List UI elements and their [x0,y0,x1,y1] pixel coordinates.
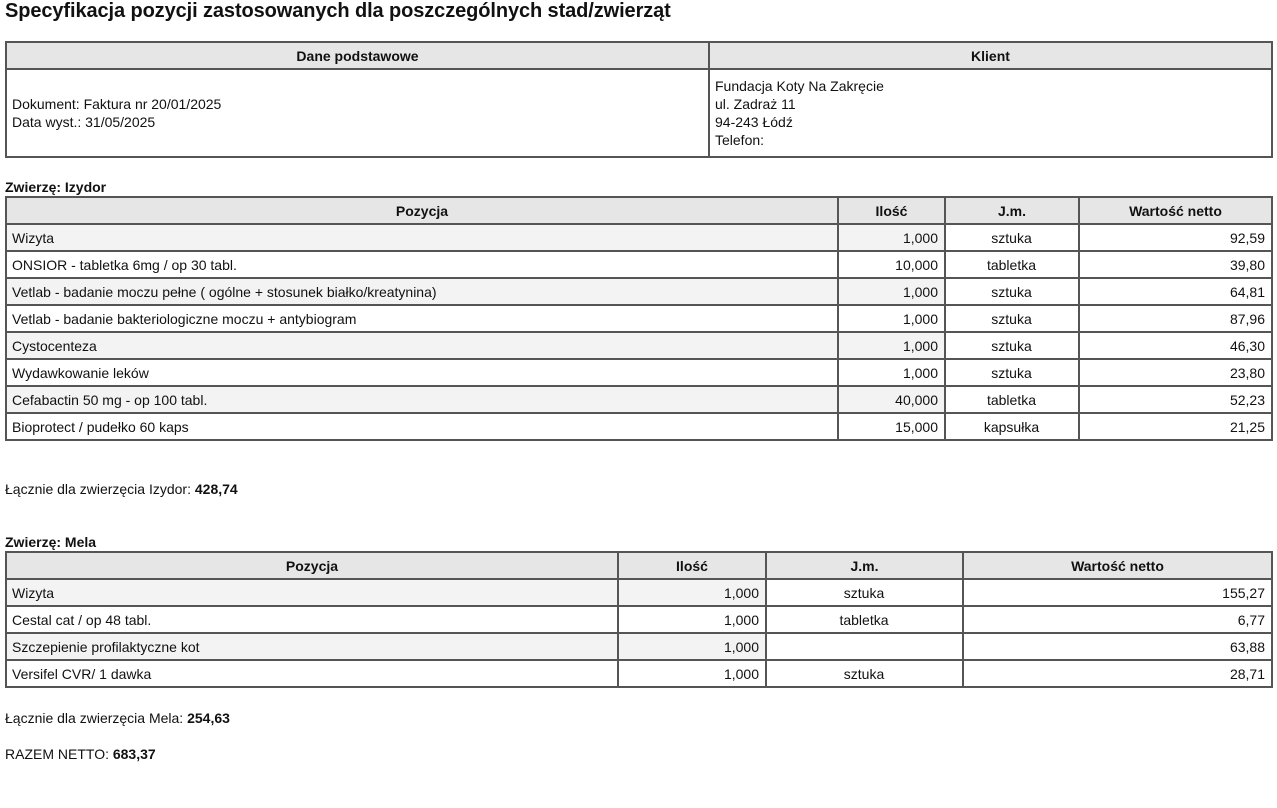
item-net-value: 39,80 [1079,251,1272,278]
item-quantity: 40,000 [838,386,945,413]
item-unit: sztuka [945,359,1079,386]
item-net-value: 21,25 [1079,413,1272,440]
col-basic-data: Dane podstawowe [6,42,709,69]
animal-summary [5,709,230,727]
col-net-value: Wartość netto [1079,197,1272,224]
header-content-row [6,69,1272,157]
animal-summary-label: Łącznie dla zwierzęcia Mela: [5,710,184,726]
col-net-value: Wartość netto [963,552,1272,579]
item-position: Vetlab - badanie bakteriologiczne moczu + antybiogram [6,305,838,332]
table-header-row [6,552,1272,579]
item-unit: sztuka [945,224,1079,251]
item-position: Cefabactin 50 mg - op 100 tabl. [6,386,838,413]
client-phone: Telefon: [715,132,765,148]
item-position: Wizyta [6,224,838,251]
item-position: Szczepienie profilaktyczne kot [6,633,618,660]
header-row [6,42,1272,69]
item-unit: kapsułka [945,413,1079,440]
item-net-value: 92,59 [1079,224,1272,251]
col-unit: J.m. [766,552,963,579]
item-net-value: 155,27 [963,579,1272,606]
item-net-value: 46,30 [1079,332,1272,359]
grand-total-label: RAZEM NETTO: [5,746,109,762]
col-position: Pozycja [6,552,618,579]
table-row [6,633,1272,660]
item-net-value: 52,23 [1079,386,1272,413]
col-client: Klient [709,42,1272,69]
item-position: Versifel CVR/ 1 dawka [6,660,618,687]
client-city: 94-243 Łódź [715,114,793,130]
item-position: Cestal cat / op 48 tabl. [6,606,618,633]
item-net-value: 6,77 [963,606,1272,633]
item-unit: sztuka [945,278,1079,305]
item-position: Wydawkowanie leków [6,359,838,386]
page-title: Specyfikacja pozycji zastosowanych dla poszczególnych stad/zwierząt [5,0,671,22]
item-quantity: 10,000 [838,251,945,278]
document-header-table [5,41,1273,158]
col-quantity: Ilość [618,552,766,579]
basic-data-cell [6,69,709,157]
animal-section-label: Zwierzę: Izydor [5,179,107,195]
animal-summary [5,480,238,498]
item-net-value: 64,81 [1079,278,1272,305]
item-quantity: 1,000 [618,660,766,687]
item-quantity: 1,000 [618,606,766,633]
table-row [6,386,1272,413]
table-row [6,606,1272,633]
item-unit: sztuka [766,660,963,687]
item-quantity: 1,000 [618,579,766,606]
grand-total [5,745,156,763]
item-unit [766,633,963,660]
issue-date: Data wyst.: 31/05/2025 [12,114,156,130]
item-quantity: 1,000 [618,633,766,660]
table-row [6,332,1272,359]
table-row [6,224,1272,251]
item-unit: tabletka [945,251,1079,278]
item-unit: sztuka [945,305,1079,332]
col-quantity: Ilość [838,197,945,224]
col-unit: J.m. [945,197,1079,224]
animal-items-table [5,196,1273,441]
animal-items-table [5,551,1273,688]
item-position: Wizyta [6,579,618,606]
item-quantity: 1,000 [838,305,945,332]
table-row [6,579,1272,606]
item-position: Cystocenteza [6,332,838,359]
item-net-value: 28,71 [963,660,1272,687]
item-position: Bioprotect / pudełko 60 kaps [6,413,838,440]
animal-summary-value: 428,74 [194,481,238,497]
table-row [6,413,1272,440]
table-row [6,305,1272,332]
animal-section-label: Zwierzę: Mela [5,534,97,550]
animal-summary-label: Łącznie dla zwierzęcia Izydor: [5,481,191,497]
document-number: Dokument: Faktura nr 20/01/2025 [12,96,222,112]
client-street: ul. Zadraż 11 [715,96,796,112]
client-cell [709,69,1272,157]
item-unit: tabletka [766,606,963,633]
table-row [6,359,1272,386]
item-position: Vetlab - badanie moczu pełne ( ogólne + stosunek białko/kreatynina) [6,278,838,305]
table-row [6,660,1272,687]
item-unit: tabletka [945,386,1079,413]
item-quantity: 15,000 [838,413,945,440]
item-quantity: 1,000 [838,224,945,251]
item-unit: sztuka [766,579,963,606]
table-row [6,278,1272,305]
item-unit: sztuka [945,332,1079,359]
item-net-value: 87,96 [1079,305,1272,332]
table-row [6,251,1272,278]
grand-total-value: 683,37 [112,746,156,762]
item-net-value: 63,88 [963,633,1272,660]
item-quantity: 1,000 [838,278,945,305]
animal-summary-value: 254,63 [187,710,230,726]
client-name: Fundacja Koty Na Zakręcie [715,78,884,94]
item-quantity: 1,000 [838,332,945,359]
item-quantity: 1,000 [838,359,945,386]
item-position: ONSIOR - tabletka 6mg / op 30 tabl. [6,251,838,278]
item-net-value: 23,80 [1079,359,1272,386]
table-header-row [6,197,1272,224]
col-position: Pozycja [6,197,838,224]
